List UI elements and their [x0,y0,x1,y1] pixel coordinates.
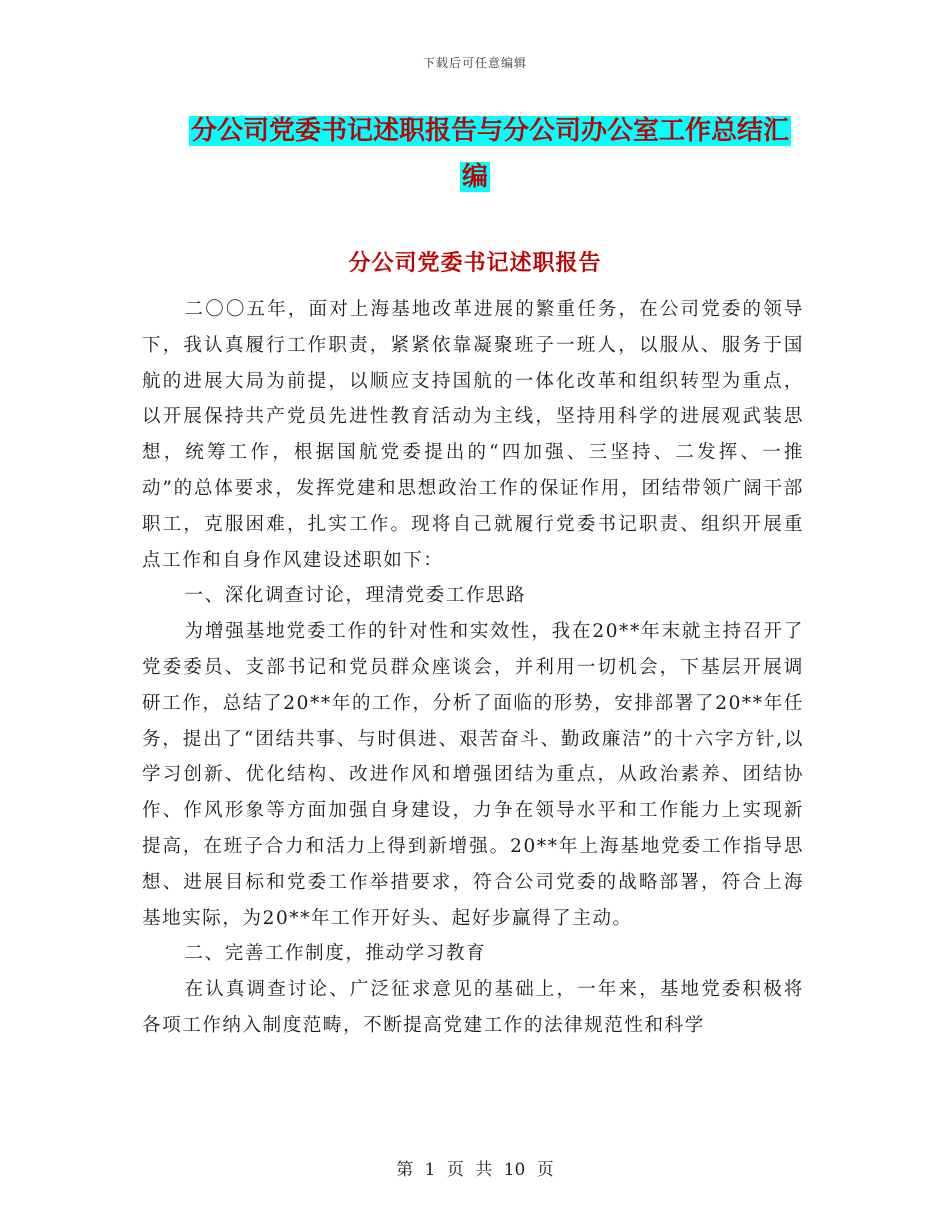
section-heading-2: 二、完善工作制度，推动学习教育 [184,943,487,965]
paragraph-intro: 二〇〇五年，面对上海基地改革进展的繁重任务，在公司党委的领导下，我认真履行工作职责，紧紧依靠凝聚班子一班人，以服从、服务于国航的进展大局为前提，以顺应支持国航的一体化改革和组织转型为重点，以开展保持共产党员先进性教育活动为主线，坚持用科学的进展观武装思想，统筹工作，根据国航党委提出的“四加强、三坚持、二发挥、一推动”的总体要求，发挥党建和思想政治工作的保证作用，团结带领广阔干部职工，克服困难，扎实工作。现将自己就履行党委书记职责、组织开展重点工作和自身作风建设述职如下： [142,299,804,571]
title-line-2: 编 [461,162,488,192]
document-body [142,292,804,1044]
paragraph-section-2: 在认真调查讨论、广泛征求意见的基础上，一年来，基地党委积极将各项工作纳入制度范畴，不断提高党建工作的法律规范性和科学 [142,979,804,1036]
section-heading-1: 一、深化调查讨论，理清党委工作思路 [184,585,527,607]
page-footer: 第 1 页 共 10 页 [396,1160,554,1180]
section-title: 分公司党委书记述职报告 [348,251,602,276]
paragraph-section-1: 为增强基地党委工作的针对性和实效性，我在20**年末就主持召开了党委委员、支部书记和党员群众座谈会，并利用一切机会，下基层开展调研工作，总结了20**年的工作，分析了面临的形势，安排部署了20**年任务，提出了“团结共事、与时俱进、艰苦奋斗、勤政廉洁”的十六字方针,以学习创新、优化结构、改进作风和增强团结为重点，从政治素养、团结协作、作风形象等方面加强自身建设，力争在领导水平和工作能力上实现新提高，在班子合力和活力上得到新增强。20**年上海基地党委工作指导思想、进展目标和党委工作举措要求，符合公司党委的战略部署，符合上海基地实际，为20**年工作开好头、起好步赢得了主动。 [142,621,804,929]
header-note: 下载后可任意编辑 [422,56,527,70]
title-line-1: 分公司党委书记述职报告与分公司办公室工作总结汇 [190,116,789,146]
document-title [0,108,950,200]
